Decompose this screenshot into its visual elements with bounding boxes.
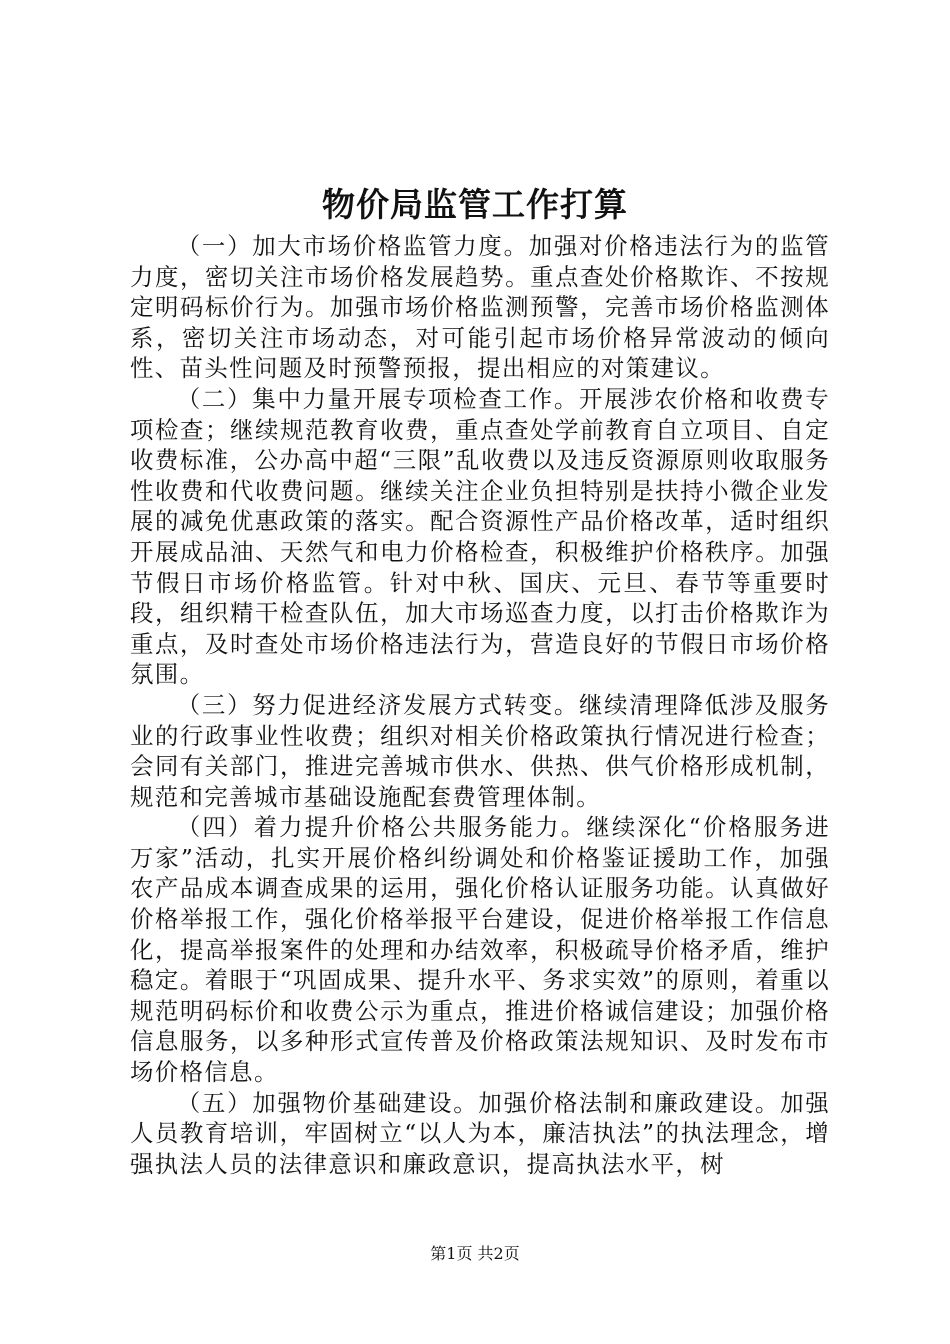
document-title: 物价局监管工作打算 [322, 185, 628, 224]
paragraph-1: （一）加大市场价格监管力度。加强对价格违法行为的监管力度，密切关注市场价格发展趋势。重点查处价格欺诈、不按规定明码标价行为。加强市场价格监测预警，完善市场价格监测体系，密切关注市场动态，对可能引起市场价格异常波动的倾向性、苗头性问题及时预警预报，提出相应的对策建议。 [130, 232, 830, 383]
paragraph-2: （二）集中力量开展专项检查工作。开展涉农价格和收费专项检查；继续规范教育收费，重点查处学前教育自立项目、自定收费标准，公办高中超“三限”乱收费以及违反资源原则收取服务性收费和代收费问题。继续关注企业负担特别是扶持小微企业发展的减免优惠政策的落实。配合资源性产品价格改革，适时组织开展成品油、天然气和电力价格检查，积极维护价格秩序。加强节假日市场价格监管。针对中秋、国庆、元旦、春节等重要时段，组织精干检查队伍，加大市场巡查力度，以打击价格欺诈为重点，及时查处市场价格违法行为，营造良好的节假日市场价格氛围。 [130, 384, 830, 689]
paragraph-5: （五）加强物价基础建设。加强价格法制和廉政建设。加强人员教育培训，牢固树立“以人为本，廉洁执法”的执法理念，增强执法人员的法律意识和廉政意识，提高执法水平，树 [130, 1088, 830, 1178]
document-body [130, 231, 830, 1179]
paragraph-4: （四）着力提升价格公共服务能力。继续深化“价格服务进万家”活动，扎实开展价格纠纷调处和价格鉴证援助工作，加强农产品成本调查成果的运用，强化价格认证服务功能。认真做好价格举报工作，强化价格举报平台建设，促进价格举报工作信息化，提高举报案件的处理和办结效率，积极疏导价格矛盾，维护稳定。着眼于“巩固成果、提升水平、务求实效”的原则，着重以规范明码标价和收费公示为重点，推进价格诚信建设；加强价格信息服务，以多种形式宣传普及价格政策法规知识、及时发布市场价格信息。 [130, 813, 830, 1087]
paragraph-3: （三）努力促进经济发展方式转变。继续清理降低涉及服务业的行政事业性收费；组织对相关价格政策执行情况进行检查；会同有关部门，推进完善城市供水、供热、供气价格形成机制，规范和完善城市基础设施配套费管理体制。 [130, 690, 830, 811]
page-number-footer: 第1页 共2页 [430, 1244, 520, 1263]
